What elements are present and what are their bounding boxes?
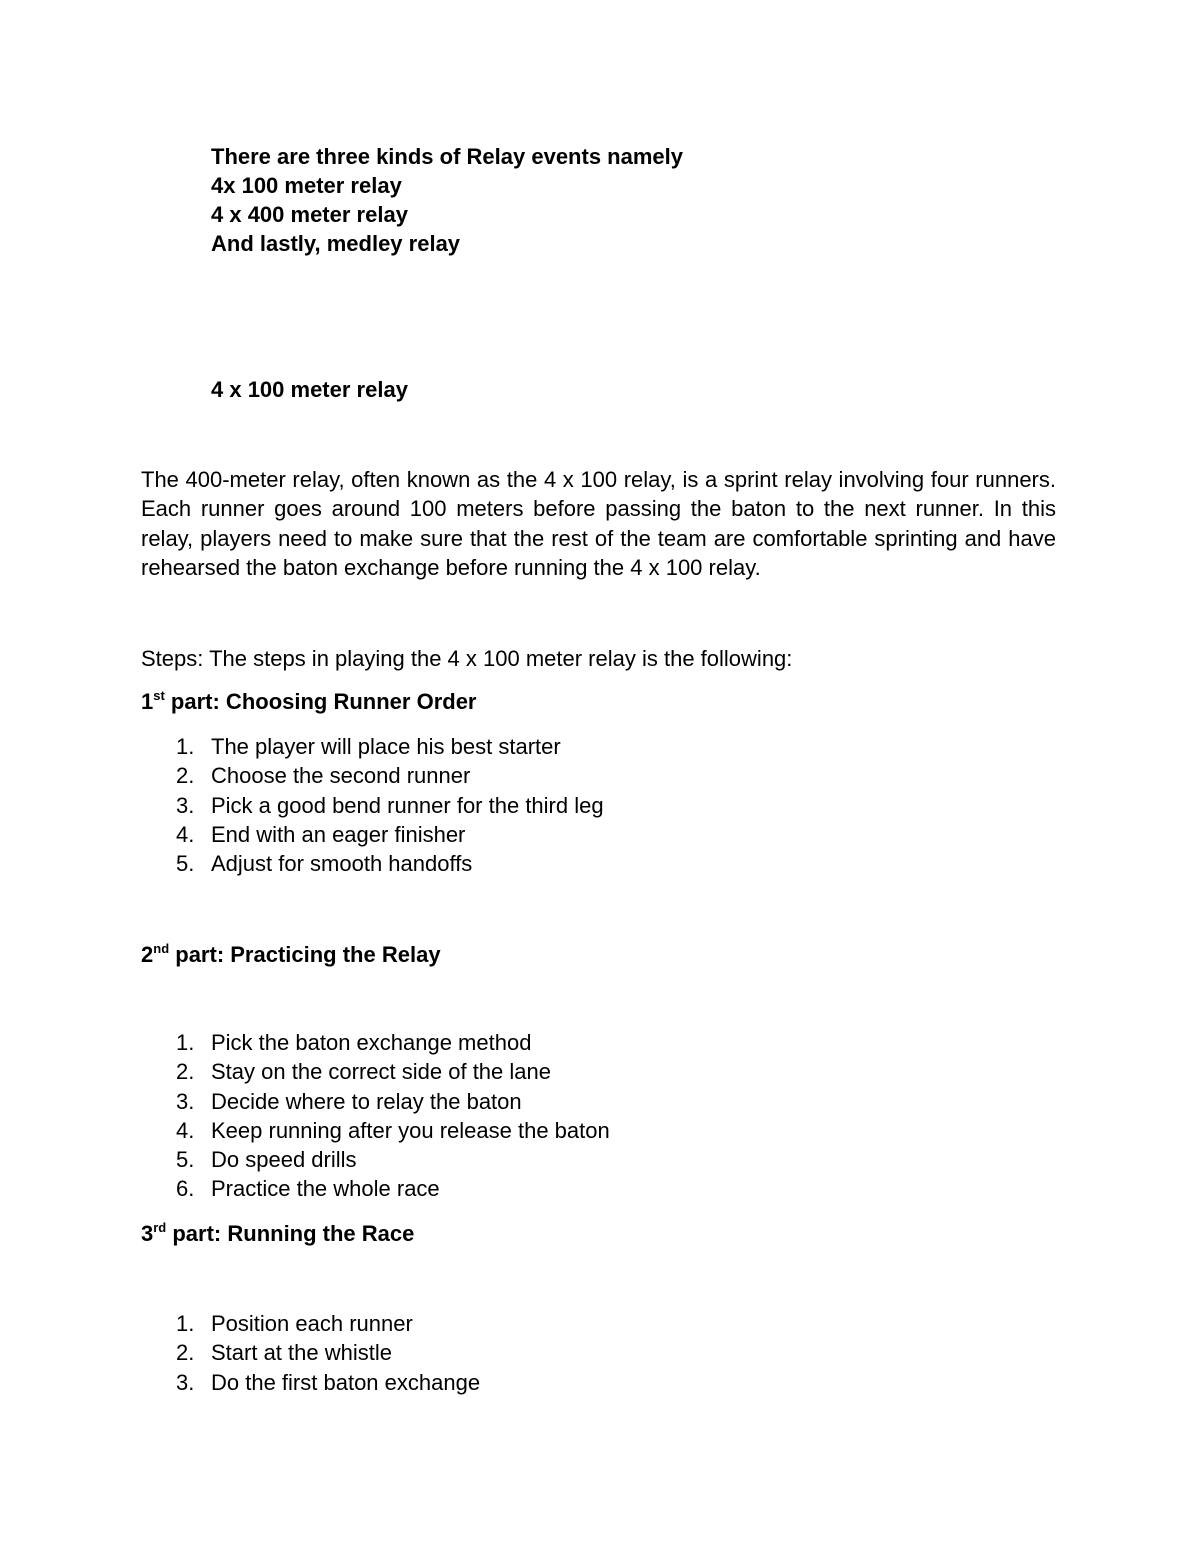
part-heading-running-the-race [141,1219,414,1248]
step-text: Do the first baton exchange [211,1369,481,1395]
intro-line: And lastly, medley relay [211,231,461,256]
step-number: 2. [176,763,195,789]
part-ordinal-suffix: rd [153,1220,167,1235]
step-text: Do speed drills [211,1147,357,1173]
step-number: 5. [176,851,195,877]
part-number: 3 [141,1221,154,1246]
step-text: Keep running after you release the baton [211,1117,610,1143]
part-title: part: Choosing Runner Order [164,689,477,714]
part-title: part: Running the Race [166,1221,415,1246]
step-number: 1. [176,734,195,759]
relay-description: The 400-meter relay, often known as the 4 x 100 relay, is a sprint relay involving four runners. Each runner goes around 100 meters before passing the baton to the next runner. In this relay, players need to make sure that the rest of the team are comfortable sprinting and have rehearsed the baton exchange before running the 4 x 100 relay. [141,467,1056,580]
step-number: 4. [176,1117,195,1143]
step-text: Stay on the correct side of the lane [211,1059,551,1085]
part-ordinal-suffix: st [153,688,165,703]
step-number: 3. [176,792,195,818]
step-number: 4. [176,821,195,847]
steps-intro: Steps: The steps in playing the 4 x 100 meter relay is the following: [141,646,793,671]
step-number: 2. [176,1059,195,1085]
part-title: part: Practicing the Relay [169,942,441,967]
step-text: End with an eager finisher [211,821,466,847]
part-heading-practicing-the-relay [141,940,441,969]
intro-line: There are three kinds of Relay events namely [211,144,683,169]
part-heading-choosing-runner-order [141,687,477,716]
part-number: 2 [141,942,154,967]
step-text: Choose the second runner [211,763,471,789]
part-ordinal-suffix: nd [153,941,170,956]
section-title: 4 x 100 meter relay [211,377,408,402]
step-text: Decide where to relay the baton [211,1088,522,1114]
step-number: 1. [176,1030,195,1055]
step-number: 3. [176,1369,195,1395]
intro-line: 4 x 400 meter relay [211,202,408,227]
step-text: Start at the whistle [211,1340,392,1366]
step-number: 1. [176,1311,195,1336]
step-number: 6. [176,1176,195,1202]
intro-line: 4x 100 meter relay [211,173,402,198]
step-text: Pick the baton exchange method [211,1030,532,1055]
step-number: 3. [176,1088,195,1114]
step-text: The player will place his best starter [211,734,561,759]
part-number: 1 [141,689,154,714]
step-number: 2. [176,1340,195,1366]
step-text: Pick a good bend runner for the third leg [211,792,604,818]
step-text: Position each runner [211,1311,413,1336]
step-text: Adjust for smooth handoffs [211,851,473,877]
step-text: Practice the whole race [211,1176,440,1202]
step-number: 5. [176,1147,195,1173]
